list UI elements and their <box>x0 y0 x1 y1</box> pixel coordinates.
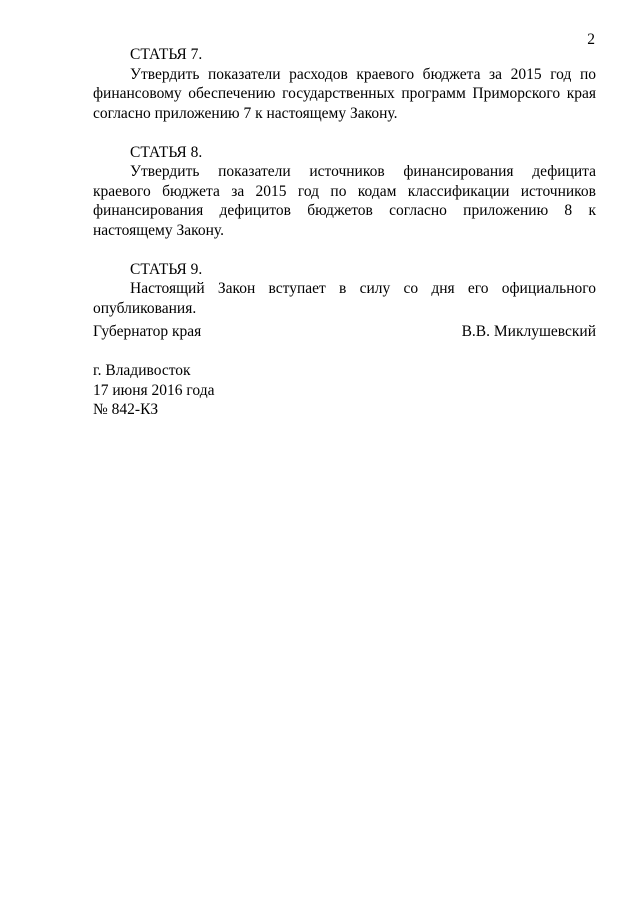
article-title: СТАТЬЯ 8. <box>130 143 203 161</box>
signatory-name: В.В. Миклушевский <box>461 323 596 340</box>
articles-section <box>93 45 596 338</box>
signature-block <box>93 322 596 342</box>
article-body: Утвердить показатели источников финансирования дефицита краевого бюджета за 2015 год по кодам классификации источников финансирования дефицитов бюджетов согласно приложению 8 к настоящему Закону. <box>93 163 596 239</box>
meta-date: 17 июня 2016 года <box>93 381 215 399</box>
article-8 <box>93 143 596 241</box>
article-title: СТАТЬЯ 7. <box>130 46 203 63</box>
article-title: СТАТЬЯ 9. <box>130 260 203 278</box>
signatory-position: Губернатор края <box>93 323 202 340</box>
meta-number: № 842-КЗ <box>93 401 159 418</box>
article-body: Настоящий Закон вступает в силу со дня его официального опубликования. <box>93 280 596 317</box>
document-meta <box>93 361 393 420</box>
article-7 <box>93 45 596 123</box>
meta-city: г. Владивосток <box>93 362 191 379</box>
article-9 <box>93 260 596 319</box>
article-body: Утвердить показатели расходов краевого бюджета за 2015 год по финансовому обеспечению государственных программ Приморского края согласно приложению 7 к настоящему Закону. <box>93 65 596 122</box>
page-number: 2 <box>587 31 595 48</box>
